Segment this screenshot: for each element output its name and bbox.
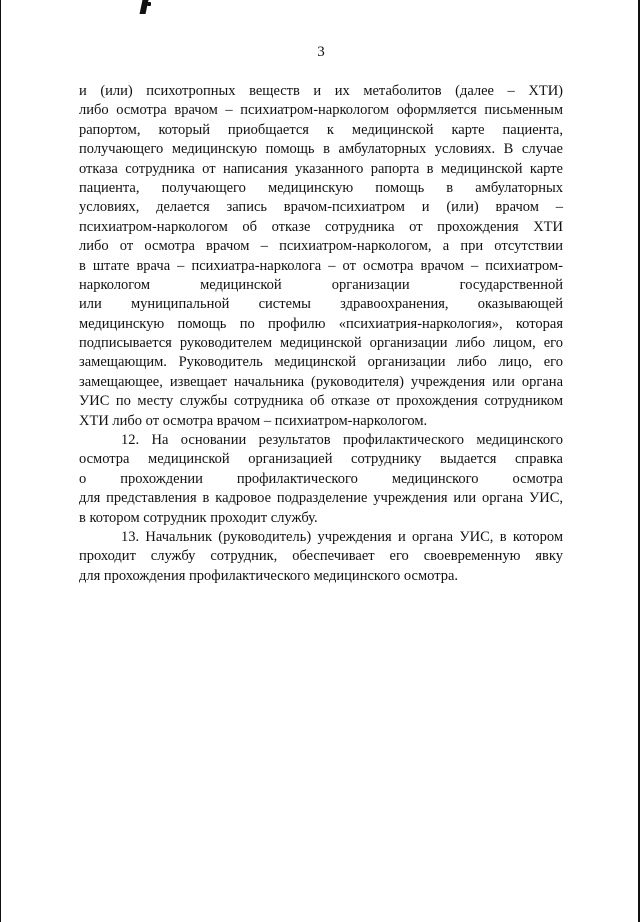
text-line: подписывается руководителем медицинской организации либо лицом, его bbox=[79, 335, 563, 352]
paragraph-continuation bbox=[79, 82, 563, 431]
text-line: или муниципальной системы здравоохранения, оказывающей bbox=[79, 296, 563, 313]
text-line: условиях, делается запись врачом-психиатром и (или) врачом – bbox=[79, 199, 563, 216]
text-line: в штате врача – психиатра-нарколога – от осмотра врачом – психиатром- bbox=[79, 257, 563, 274]
text-line: для прохождения профилактического медицинского осмотра. bbox=[79, 567, 459, 584]
text-line: для представления в кадровое подразделение учреждения или органа УИС, bbox=[79, 490, 563, 507]
text-line: либо осмотра врачом – психиатром-наркологом оформляется письменным bbox=[79, 102, 563, 119]
page-number: 3 bbox=[317, 44, 325, 60]
text-line: наркологом медицинской организации государственной bbox=[79, 276, 563, 293]
scan-mark-tail bbox=[147, 2, 151, 6]
text-line: отказа сотрудника от написания указанного рапорта в медицинской карте bbox=[79, 160, 563, 177]
text-line: осмотра медицинской организацией сотруднику выдается справка bbox=[79, 451, 563, 468]
document-body bbox=[79, 82, 563, 586]
text-line: замещающим. Руководитель медицинской организации либо лицо, его bbox=[79, 354, 563, 371]
text-line: ХТИ либо от осмотра врачом – психиатром-наркологом. bbox=[79, 412, 428, 429]
text-line: рапортом, который приобщается к медицинской карте пациента, bbox=[79, 121, 563, 138]
text-line: психиатром-наркологом об отказе сотрудника от прохождения ХТИ bbox=[79, 218, 563, 235]
text-line: либо от осмотра врачом – психиатром-наркологом, а при отсутствии bbox=[79, 238, 563, 255]
text-line: замещающее, извещает начальника (руководителя) учреждения или органа bbox=[79, 373, 563, 390]
paragraph-13 bbox=[79, 528, 563, 586]
text-line: пациента, получающего медицинскую помощь в амбулаторных bbox=[79, 179, 563, 196]
text-line: и (или) психотропных веществ и их метаболитов (далее – ХТИ) bbox=[79, 83, 563, 99]
text-line: УИС по месту службы сотрудника об отказе от прохождения сотрудником bbox=[79, 393, 563, 410]
text-line: 12. На основании результатов профилактического медицинского bbox=[121, 432, 563, 449]
text-line: в котором сотрудник проходит службу. bbox=[79, 509, 318, 526]
paragraph-12 bbox=[79, 431, 563, 528]
text-line: получающего медицинскую помощь в амбулаторных условиях. В случае bbox=[79, 141, 563, 158]
text-line: медицинскую помощь по профилю «психиатрия-наркология», которая bbox=[79, 315, 563, 332]
text-line: 13. Начальник (руководитель) учреждения и органа УИС, в котором bbox=[121, 528, 563, 545]
text-line: о прохождении профилактического медицинского осмотра bbox=[79, 470, 563, 487]
text-line: проходит службу сотрудник, обеспечивает его своевременную явку bbox=[79, 548, 563, 565]
